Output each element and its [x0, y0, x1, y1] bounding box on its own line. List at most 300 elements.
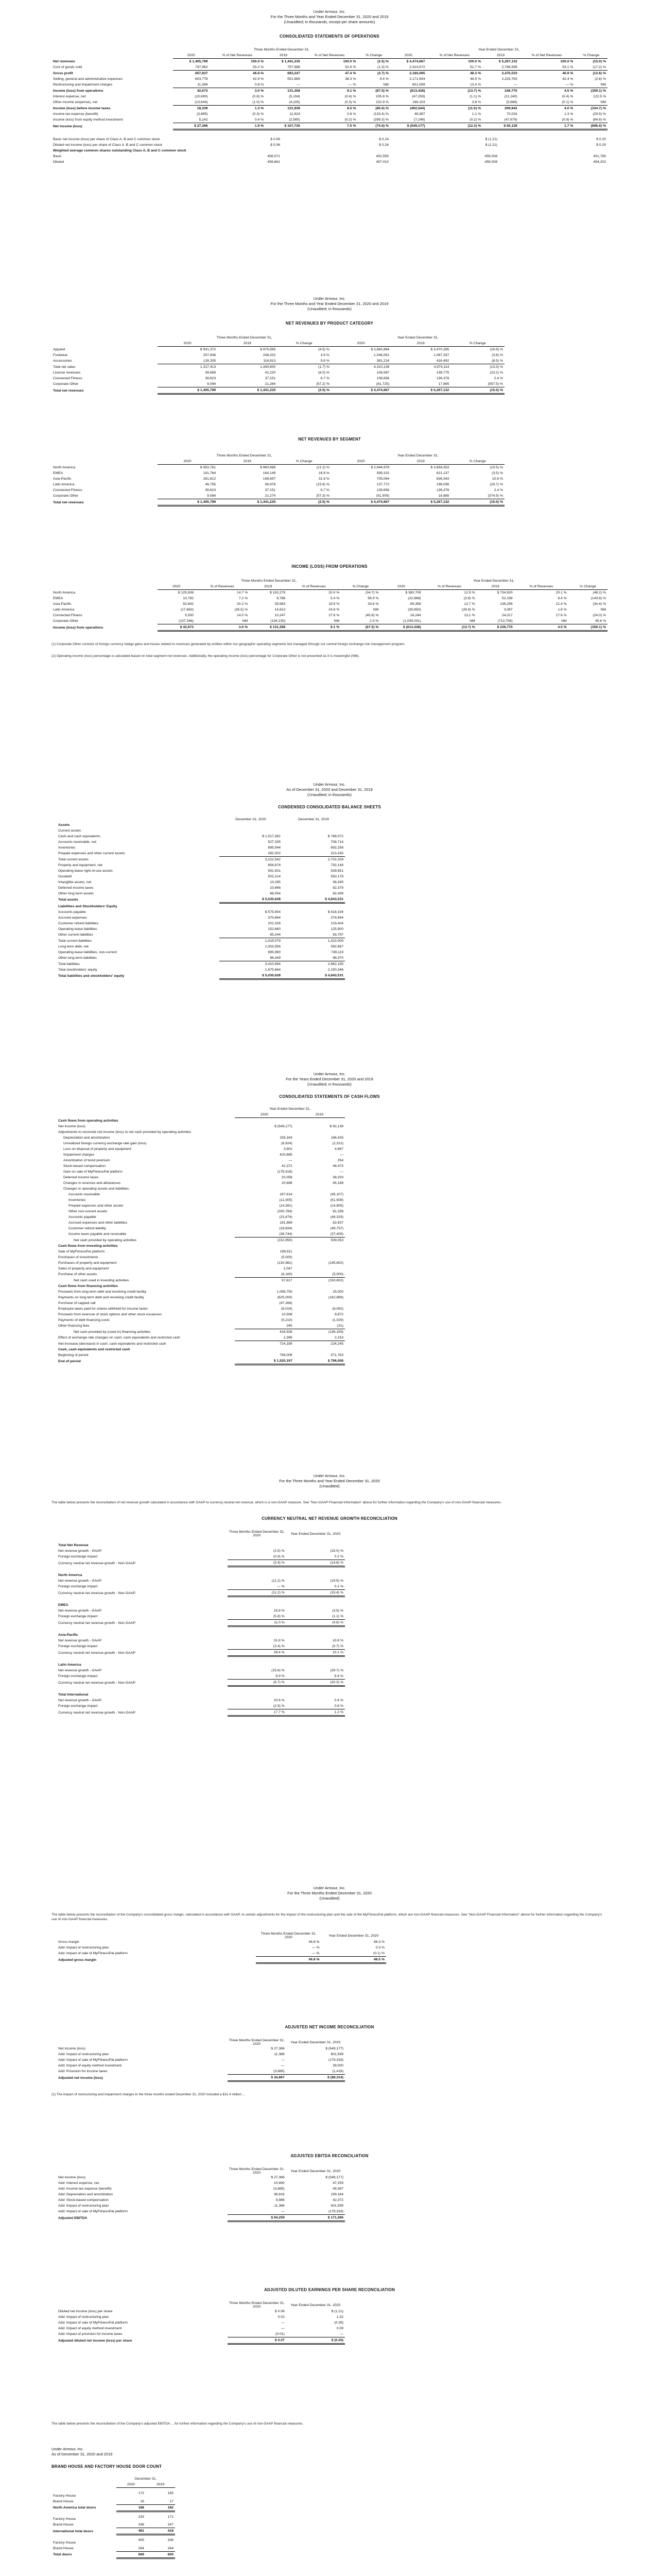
cell-value: (31): [337, 1324, 343, 1328]
cell-value: 46.9 %: [519, 71, 575, 77]
cell-value: 502,214: [268, 875, 281, 878]
cell-value: (57.3) %: [316, 494, 330, 498]
cell-value: 17: [169, 2499, 174, 2503]
cell-value: (24.0) %: [593, 614, 606, 617]
cell-value: $ 0.24: [379, 143, 389, 147]
row-label: Sale of MyFitnessPal platform: [58, 1250, 105, 1253]
row-label: Total liabilities: [58, 962, 80, 966]
row-label: Net income (loss): [58, 1125, 85, 1128]
bs-asset-row: [57, 851, 345, 857]
cell-value: 105.8 %: [376, 95, 389, 98]
cell-value: 12.9 %: [464, 591, 475, 595]
cell-value: 9.8 %: [320, 359, 330, 363]
cf-row: [57, 1300, 345, 1306]
row-label: Cash and cash equivalents: [58, 835, 100, 838]
cell-value: (0.39): [334, 2321, 343, 2325]
cell-value: [294, 1186, 345, 1192]
row-label: End of period: [58, 1359, 81, 1363]
cf-row: [57, 1152, 345, 1158]
bs-liability-row: [57, 973, 345, 979]
cell-value: 247: [167, 2523, 174, 2527]
cell-value: $ 1,405,799: [158, 387, 217, 394]
cf-row: [57, 1341, 345, 1347]
cell-value: (6,019): [281, 1307, 292, 1311]
cell-value: 603,778: [195, 77, 208, 81]
cell-value: 121,939: [265, 106, 302, 112]
row-label: Operating lease liabilities: [58, 927, 97, 931]
cell-value: [294, 1283, 345, 1289]
cell-value: 1,415,079: [219, 938, 282, 944]
row-label: EMEA: [53, 471, 63, 475]
cell-value: (15.0) %: [593, 60, 606, 63]
cell-value: 106,587: [376, 371, 390, 375]
curr-row: [57, 1668, 345, 1673]
cell-value: (12,305): [279, 1198, 292, 1202]
cell-value: (18,834): [279, 1227, 292, 1230]
cf-col-group: Year Ended December 31,: [269, 1107, 310, 1111]
cell-value: $ 575,954: [265, 910, 281, 914]
cell-value: 2,396: [283, 1336, 292, 1340]
row-label: Cash flows from investing activities: [58, 1244, 118, 1248]
cell-value: (4,225): [289, 100, 300, 104]
cell-value: 1,422,009: [282, 938, 345, 944]
cell-value: —: [513, 83, 517, 87]
cf-row: [57, 1214, 345, 1220]
cell-value: 248: [138, 2523, 144, 2527]
cell-value: (5,688): [506, 100, 517, 104]
ops-row: [51, 88, 608, 94]
cell-value: 458,681: [267, 160, 280, 164]
cell-value: (6.7) %: [228, 1680, 286, 1686]
incops-row: [51, 607, 608, 613]
cell-value: [294, 1243, 345, 1249]
cf-row: [57, 1158, 345, 1163]
curr-row: [57, 1590, 345, 1597]
row-label: Total net sales: [53, 365, 76, 369]
product-category-section: [0, 296, 659, 395]
row-label: Deferred income taxes: [63, 1176, 99, 1179]
row-label: Add: Interest expense, net: [58, 2181, 99, 2185]
row-label: Brand House: [53, 2523, 74, 2527]
cell-value: (6,082): [332, 1307, 343, 1311]
cell-value: 10.8 %: [492, 477, 503, 481]
cf-row: [57, 1278, 345, 1284]
row-label: Add: Income tax expense (benefit): [58, 2187, 112, 2191]
row-label: Inventories: [58, 846, 76, 850]
cell-value: (130,981): [277, 1261, 292, 1265]
cell-value: 370,664: [268, 916, 281, 920]
eps_adj-row: [57, 2309, 345, 2314]
incops-col-0: 2020: [158, 584, 195, 590]
eps_adj-row: [57, 2337, 345, 2344]
assets-heading-label: Assets: [58, 823, 70, 827]
cell-value: (19.5) %: [490, 466, 503, 469]
cell-value: 601,599: [331, 2204, 343, 2208]
cell-value: (84.8) %: [593, 118, 606, 122]
incops-col-9: % Change: [568, 584, 608, 590]
cell-value: 2,171,934: [409, 77, 425, 81]
cat-row: [51, 376, 505, 381]
cell-value: 152,660: [268, 927, 281, 931]
cell-value: 100.0 %: [560, 60, 574, 63]
cell-value: 0.3 %: [375, 1946, 385, 1950]
cell-value: (2,312): [332, 1142, 343, 1145]
row-label: Add: Impact of restructuring plan: [58, 2204, 109, 2208]
row-label: Restructuring and impairment charges: [53, 83, 113, 87]
cell-value: 895,980: [268, 951, 281, 954]
cell-value: 122.5 %: [593, 95, 606, 98]
ops-row: [51, 71, 608, 77]
seg-col-5: % Change: [450, 459, 505, 465]
cell-value: (134,130): [270, 619, 286, 623]
seg-group-three: Three Months Ended December 31,: [216, 454, 272, 457]
cell-value: 457,010: [376, 160, 389, 164]
cell-value: NM: [561, 619, 567, 623]
row-label: Other non-current assets: [68, 1210, 108, 1213]
gm-intro: The table below presents the reconciliation of the Company's consolidated gross margin, calculated in accordance with GAAP, to certain adjustments for the impact of the restructuring plan and the sale of the MyFitnessPal platform, which are non-GAAP financial measures. See "Non-GAAP Financial Information" above for further information regarding the Company's use of non-GAAP financial measures.: [51, 1913, 602, 1921]
cell-value: (1.1) %: [470, 95, 481, 98]
assets-heading: [57, 822, 345, 828]
row-label: Asia-Pacific: [53, 602, 72, 606]
cell-value: (16.9) %: [490, 348, 503, 351]
cf-row: [57, 1352, 345, 1358]
bs-liability-row: [57, 961, 345, 968]
incops-col-8: % of Revenues: [514, 584, 568, 590]
cell-value: 42.9 %: [253, 77, 264, 81]
cell-value: 198,911: [280, 1250, 292, 1253]
cell-value: 658,678: [268, 863, 281, 867]
cell-value: 0.8 %: [347, 112, 356, 116]
incops-title: INCOME (LOSS) FROM OPERATIONS: [291, 564, 368, 569]
cell-value: 451,765: [593, 155, 606, 158]
cell-value: 2,153: [334, 1336, 343, 1340]
cell-value: (1,029): [332, 1318, 343, 1322]
cell-value: $ 131,358: [249, 624, 287, 631]
cell-value: 796,008: [280, 1353, 292, 1357]
cell-value: (2.5) %: [277, 499, 331, 506]
row-label: Add: Impact of equity method investment: [58, 2064, 122, 2067]
row-label: Accounts payable: [68, 1215, 96, 1219]
row-label: Adjusted net income (loss): [58, 2076, 103, 2080]
row-label: Customer refund liabilities: [58, 922, 99, 925]
cell-value: $ 3,470,285: [430, 348, 449, 351]
ni-title: ADJUSTED NET INCOME RECONCILIATION: [285, 2025, 374, 2029]
cf-row: [57, 1238, 345, 1244]
cell-value: (625,000): [277, 1296, 292, 1299]
row-label: Effect of exchange rate changes on cash, cash equivalents and restricted cash: [58, 1336, 180, 1340]
cell-value: (3,885): [273, 2070, 285, 2073]
row-label: Add: Impact of sale of MyFitnessPal platform: [58, 2321, 128, 2325]
row-label: Proceeds from long term debt and revolving credit facility: [58, 1290, 147, 1294]
cell-value: 7.5 %: [302, 123, 358, 130]
cell-value: (21,240): [504, 95, 517, 98]
row-label: Income (loss) from equity method investment: [53, 118, 123, 122]
ops-row: [51, 59, 608, 65]
cell-value: 10.8 %: [332, 1639, 343, 1642]
ops-col-5: 2020: [390, 53, 427, 59]
cf-row: [57, 1249, 345, 1255]
cell-value: (14.8) %: [286, 1560, 345, 1567]
row-label: Adjusted gross margin: [58, 1958, 97, 1962]
cell-value: (45,107): [330, 1193, 343, 1196]
cell-value: 3.8 %: [472, 100, 481, 104]
cf-row: [57, 1266, 345, 1272]
cell-value: 28.4 %: [228, 1650, 286, 1656]
cat-col-4: 2019: [391, 341, 450, 347]
cell-value: 52.6 %: [345, 65, 356, 69]
bs-liability-row: [57, 921, 345, 926]
cell-value: (2.9) %: [273, 1704, 285, 1708]
cell-value: 254: [337, 1159, 343, 1162]
curr-row: [57, 1698, 345, 1703]
cell-value: (46,329): [330, 1215, 343, 1219]
cell-value: $ (1.21): [485, 143, 497, 147]
cell-value: NM: [383, 83, 389, 87]
cell-value: (359.1) %: [568, 624, 608, 631]
cell-value: [235, 1243, 294, 1249]
cell-value: 1.1 %: [472, 112, 481, 116]
cell-value: 416,926: [235, 1329, 294, 1335]
cell-value: (200,784): [277, 1210, 292, 1213]
cell-value: $ 380,709: [405, 591, 421, 595]
cell-value: 38,816: [273, 2193, 285, 2196]
bs-liability-row: [57, 909, 345, 915]
cell-value: 313,165: [331, 852, 343, 855]
cell-value: 248,202: [263, 353, 276, 357]
cell-value: 186,425: [331, 1136, 343, 1140]
row-label: Cash, cash equivalents and restricted cash: [58, 1348, 130, 1351]
row-label: Income taxes payable and receivable: [68, 1232, 127, 1236]
curr-row: [57, 1673, 345, 1680]
cell-value: $ 960,986: [260, 466, 276, 469]
cell-value: $ 796,008: [294, 1358, 345, 1365]
cell-value: 17,865: [438, 382, 449, 386]
cell-value: $ (549,177): [390, 123, 427, 130]
cell-value: $ (1.21): [485, 138, 497, 141]
cell-value: 13.4 %: [470, 83, 481, 87]
row-label: Cost of goods sold: [53, 65, 82, 70]
cell-value: 13.1 %: [464, 614, 475, 617]
cell-value: $ 0.24: [379, 138, 389, 141]
cf-title: CONSOLIDATED STATEMENTS OF CASH FLOWS: [279, 1094, 380, 1099]
cell-value: (143.8) %: [591, 597, 606, 600]
cell-value: 4,974,114: [391, 364, 450, 370]
row-label: Total net revenues: [53, 388, 84, 393]
cell-value: (3.5) %: [492, 471, 503, 475]
cell-value: 42,372: [333, 2198, 343, 2202]
cell-value: 0.1 %: [334, 1585, 343, 1588]
row-label: Accounts payable: [58, 910, 86, 914]
seg-col-4: 2019: [391, 459, 450, 465]
cell-value: (359.1) %: [575, 88, 608, 94]
row-label: Net cash provided by (used in) financing activities: [74, 1330, 151, 1334]
cell-value: 3.0 %: [210, 88, 266, 94]
bs-units: (Unaudited; in thousands): [307, 792, 352, 797]
row-label: Corporate Other: [53, 494, 79, 498]
cell-value: (2.5) %: [273, 1549, 285, 1553]
cell-value: 724,189: [235, 1341, 294, 1347]
cell-value: 3,087: [504, 608, 513, 612]
cf-row: [57, 1186, 345, 1192]
cell-value: 100.0 %: [251, 60, 264, 63]
cell-value: 128,205: [203, 359, 216, 363]
cell-value: $ (613,438): [380, 624, 422, 631]
cell-value: 5,550: [185, 614, 194, 617]
cell-value: 749,119: [331, 951, 343, 954]
row-label: Total assets: [58, 897, 78, 902]
cell-value: — %: [311, 1946, 320, 1950]
cf-row: [57, 1272, 345, 1278]
cell-value: (15.0) %: [450, 499, 505, 506]
row-label: Loss on disposal of property and equipment: [63, 1147, 131, 1151]
cell-value: [235, 1118, 294, 1124]
row-label: Add: Impact of sale of MyFitnessPal platform: [58, 1952, 128, 1956]
eps-row: [51, 137, 608, 142]
cell-value: 89,358: [410, 602, 421, 606]
eps_adj-row: [57, 2320, 345, 2326]
cell-value: [235, 1186, 294, 1192]
cell-value: 11,386: [197, 83, 208, 87]
cell-value: 98,370: [333, 956, 343, 960]
cell-value: $ 192,279: [269, 591, 286, 595]
row-label: Depreciation and amortization: [63, 1136, 110, 1140]
bs-liability-row: [57, 938, 345, 944]
cell-value: 14.0 %: [236, 614, 248, 617]
cf-row: [57, 1209, 345, 1214]
cell-value: (14,905): [330, 1204, 343, 1208]
incops-row: [51, 618, 608, 624]
cell-value: (12.6) %: [575, 71, 608, 77]
ebitda-row: [57, 2215, 345, 2222]
cell-value: 81,336: [333, 1210, 343, 1213]
incops-note-1: (1) Corporate Other consists of foreign currency hedge gains and losses related to revenues generated by entities within our geographic operating segments but managed through our central foreign exchange risk management program.: [51, 642, 405, 646]
cell-value: $ 0.06: [274, 2310, 285, 2313]
cell-value: (11.0) %: [426, 106, 482, 112]
cat-group-year: Year Ended December 31,: [397, 336, 439, 340]
cell-value: 219,424: [331, 922, 343, 925]
row-label: Customer refund liability: [68, 1227, 106, 1230]
cell-value: 282,302: [268, 852, 281, 855]
cell-value: 52,842: [183, 602, 194, 606]
cell-value: $ 27,366: [271, 2176, 285, 2179]
cf-row: [57, 1169, 345, 1175]
seg-col-2: % Change: [277, 459, 331, 465]
row-label: Net revenue growth - GAAP: [58, 1609, 102, 1613]
cell-value: 418: [146, 2528, 175, 2535]
curr-row: [57, 1680, 345, 1686]
row-label: Add: Impact of restructuring plan: [58, 2315, 109, 2319]
cell-value: 56.9 %: [368, 597, 379, 600]
row-label: Changes in operating assets and liabilities:: [63, 1187, 130, 1191]
row-label: EMEA: [53, 597, 63, 600]
row-label: Foreign exchange impact: [58, 1555, 98, 1559]
row-label: Unrealized foreign currency exchange rate gain (loss): [63, 1142, 147, 1145]
cell-value: $ 34,867: [228, 2075, 286, 2081]
cell-value: 527,335: [268, 840, 281, 844]
cell-value: 600: [146, 2551, 175, 2558]
row-label: Factory House: [53, 2540, 76, 2545]
ops-group-three-months: Three Months Ended December 31,: [253, 48, 309, 52]
ebitda-table: [57, 2167, 345, 2222]
row-label: Net revenue growth - GAAP: [58, 1699, 102, 1702]
cell-value: 171: [167, 2515, 174, 2519]
cell-value: 601,599: [412, 83, 425, 87]
ni-row: [57, 2057, 345, 2063]
incops-group-three: Three Months Ended December 31,: [241, 579, 297, 583]
cell-value: (35.5) %: [234, 608, 248, 612]
cell-value: [294, 1129, 345, 1135]
curr-row: [57, 1620, 345, 1626]
ni-note: (1) The impact of restructuring and impairment charges in the three months ended December 31, 2020 included a $11.4 million ...: [51, 2093, 246, 2096]
cell-value: (19.5) %: [330, 1579, 343, 1583]
cell-value: 23,666: [270, 886, 281, 890]
cell-value: $ 0.07: [228, 2337, 286, 2344]
cat-table: [51, 335, 505, 395]
row-label: Basic net income (loss) per share of Class A, B and C common stock: [53, 138, 160, 141]
cell-value: 172: [138, 2491, 144, 2495]
row-label: Foreign exchange impact: [58, 1585, 98, 1589]
row-label: Foreign exchange impact: [58, 1674, 98, 1679]
cell-value: —: [281, 2058, 285, 2062]
row-label: Inventories: [68, 1198, 86, 1202]
cf-row: [57, 1146, 345, 1152]
bs-asset-row: [57, 868, 345, 874]
cell-value: (713,708): [497, 619, 513, 623]
gm-units: (Unaudited): [319, 1896, 340, 1901]
cell-value: $ 2,882,864: [371, 348, 390, 351]
incops-col-6: % of Revenues: [423, 584, 477, 590]
cell-value: 5,142: [199, 118, 208, 122]
cell-value: (11.2) %: [316, 466, 330, 469]
cell-value: 181,669: [280, 1221, 292, 1225]
operations-section: [0, 9, 659, 165]
gm-company: Under Armour, Inc.: [313, 1886, 346, 1890]
ops-row: [51, 99, 608, 106]
row-label: Adjusted diluted net income (loss) per share: [58, 2338, 132, 2343]
cell-value: (15.0) %: [330, 1549, 343, 1553]
cell-value: 1,003,556: [265, 945, 281, 948]
cell-value: 85,244: [270, 933, 281, 937]
epsadj-table: [57, 2301, 345, 2345]
bs-liability-row: [57, 926, 345, 932]
cell-value: (37,405): [330, 1232, 343, 1236]
row-label: Property and equipment, net: [58, 863, 102, 867]
cell-value: 18,244: [410, 614, 421, 617]
ops-row: [51, 106, 608, 112]
bs-liability-row: [57, 944, 345, 950]
cell-value: (2.5) %: [377, 60, 389, 63]
cell-value: 336: [167, 2538, 174, 2543]
seg-col-3: 2020: [331, 459, 391, 465]
ni-row: [57, 2052, 345, 2057]
cf-row: [57, 1197, 345, 1203]
cell-value: $ 0.06: [270, 143, 280, 147]
cell-value: 1.7 %: [519, 123, 575, 130]
cell-value: (7,246): [413, 118, 425, 122]
door-count-section: [0, 2421, 659, 2559]
cell-value: 82,837: [333, 1221, 343, 1225]
row-label: Total doors: [53, 2553, 72, 2556]
row-label: Apparel: [53, 347, 65, 351]
ops-header: [0, 9, 659, 25]
cell-value: 13,782: [183, 597, 194, 600]
row-label: North America total doors: [53, 2506, 96, 2510]
incops-row: [51, 590, 608, 596]
cell-value: 892,258: [331, 846, 343, 850]
cell-value: 20.2 %: [236, 602, 248, 606]
row-label: Connected Fitness: [53, 377, 82, 380]
cell-value: 138,775: [436, 371, 449, 375]
